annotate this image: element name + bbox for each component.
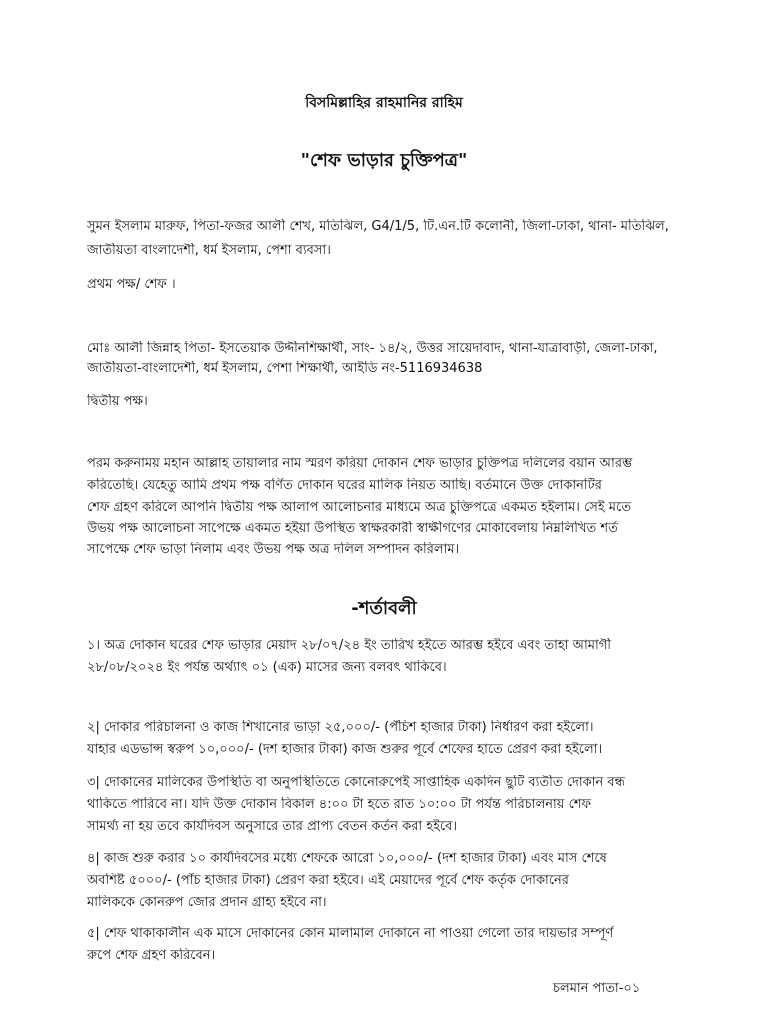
condition-1-line: ২৮/০৮/২০২৪ ইং পর্যন্ত অর্থ্যাৎ ০১ (এক) মাসের জন্য বলবৎ থাকিবে। [87,660,447,675]
preamble-line: শেফ গ্রহণ করিলে আপনি দ্বিতীয় পক্ষ আলাপ আলোচনার মাধ্যমে অত্র চুক্তিপত্রে একমত হইলাম। সেই মতে [87,500,631,515]
condition-4-line: ৪| কাজ শুরু করার ১০ কার্যদিবসের মধ্যে শেফকে আরো ১০,০০০/- (দশ হাজার টাকা) এবং মাস শেষে [87,851,607,866]
condition-2-line: যাহার এডভান্স স্বরুপ ১০,০০০/- (দশ হাজার টাকা) কাজ শুরুর পূর্বে শেফের হাতে প্রেরণ করা হইলো। [87,742,603,757]
condition-4-line: মালিককে কোনরুপ জোর প্রদান গ্রাহ্য হইবে না। [87,895,327,910]
condition-1-line: ১। অত্র দোকান ঘরের শেফ ভাড়ার মেয়াদ ২৮/০৭/২৪ ইং তারিখ হইতে আরম্ভ হইবে এবং তাহা আমাগী [87,638,611,653]
preamble-line: পরম করুনাময় মহান আল্লাহ তায়ালার নাম স্মরণ করিয়া দোকান শেফ ভাড়ার চুক্তিপত্র দলিলের বয়ান আরম্ভ [87,456,633,471]
bismillah-heading: বিসমিল্লাহির রাহমানির রাহিম [305,95,463,111]
second-party-label: দ্বিতীয় পক্ষ। [87,394,148,409]
preamble-line: করিতেছি। যেহেতু আমি প্রথম পক্ষ বর্ণিত দোকান ঘরের মালিক নিয়ত আছি। বর্তমানে উক্ত দোকানটির [87,478,602,493]
preamble-line: উভয় পক্ষ আলোচনা সাপেক্ষে একমত হইয়া উপস্থিত স্বাক্ষরকারী স্বাক্ষীগণের মোকাবেলায় নিম্নলিখিত শর্ত [87,521,618,536]
first-party-line-2: জাতীয়তা বাংলাদেশী, ধর্ম ইসলাম, পেশা ব্যবসা। [87,243,331,258]
document-title: "শেফ ভাড়ার চুক্তিপত্র" [300,150,468,171]
conditions-heading: -শর্তাবলী [351,598,417,619]
condition-3-line: সামর্থ্য না হয় তবে কার্যদিবস অনুসারে তার প্রাপ্য বেতন কর্তন করা হইবে। [87,819,458,834]
condition-5-line: ৫| শেফ থাকাকালীন এক মাসে দোকানের কোন মালামাল দোকানে না পাওয়া গেলো তার দায়ভার সম্পূর্ণ [87,926,614,941]
preamble-line: সাপেক্ষে শেফ ভাড়া নিলাম এবং উভয় পক্ষ অত্র দলিল সম্পাদন করিলাম। [87,542,460,557]
condition-3-line: থাকিতে পারিবে না। যদি উক্ত দোকান বিকাল ৪:০০ টা হতে রাত ১০:০০ টা পর্যন্ত পরিচালনায় শেফ [87,797,592,812]
condition-2-line: ২| দোকার পরিচালনা ও কাজ শিখানোর ভাড়া ২৫,০০০/- (পঁচিশ হাজার টাকা) নির্ধারণ করা হইলো। [87,720,594,735]
first-party-label: প্রথম পক্ষ/ শেফ । [87,277,176,292]
condition-3-line: ৩| দোকানের মালিকের উপস্থিতি বা অনুপস্থিতিতে কোনোরুপেই সাপ্তাহিক একদিন ছুটি ব্যতীত দোকান বন্ধ [87,775,625,790]
condition-4-line: অবশিষ্ট ৫০০০/- (পাঁচ হাজার টাকা) প্রেরণ করা হইবে। এই মেয়াদের পূর্বে শেফ কর্তৃক দোকানের [87,873,569,888]
page-continuation-footer: চলমান পাতা-০১ [553,981,641,996]
condition-5-line: রুপে শেফ গ্রহণ করিবেন। [87,948,216,963]
second-party-line-1: মোঃ আলী জিন্নাহ পিতা- ইসতেয়াক উদ্দীনশিক্ষার্থী, সাং- ১৪/২, উত্তর সায়েদাবাদ, থানা-যাত্রাবাড়ী, জেলা-ঢাকা, [87,341,658,356]
first-party-line-1: সুমন ইসলাম মারুফ, পিতা-ফজর আলী শেখ, মতিঝিল, G4/1/5, টি.এন.টি কলোনী, জিলা-ঢাকা, থানা- মতিঝিল, [87,219,669,234]
second-party-line-2: জাতীয়তা-বাংলাদেশী, ধর্ম ইসলাম, পেশা শিক্ষার্থী, আইডি নং-5116934638 [87,361,483,376]
